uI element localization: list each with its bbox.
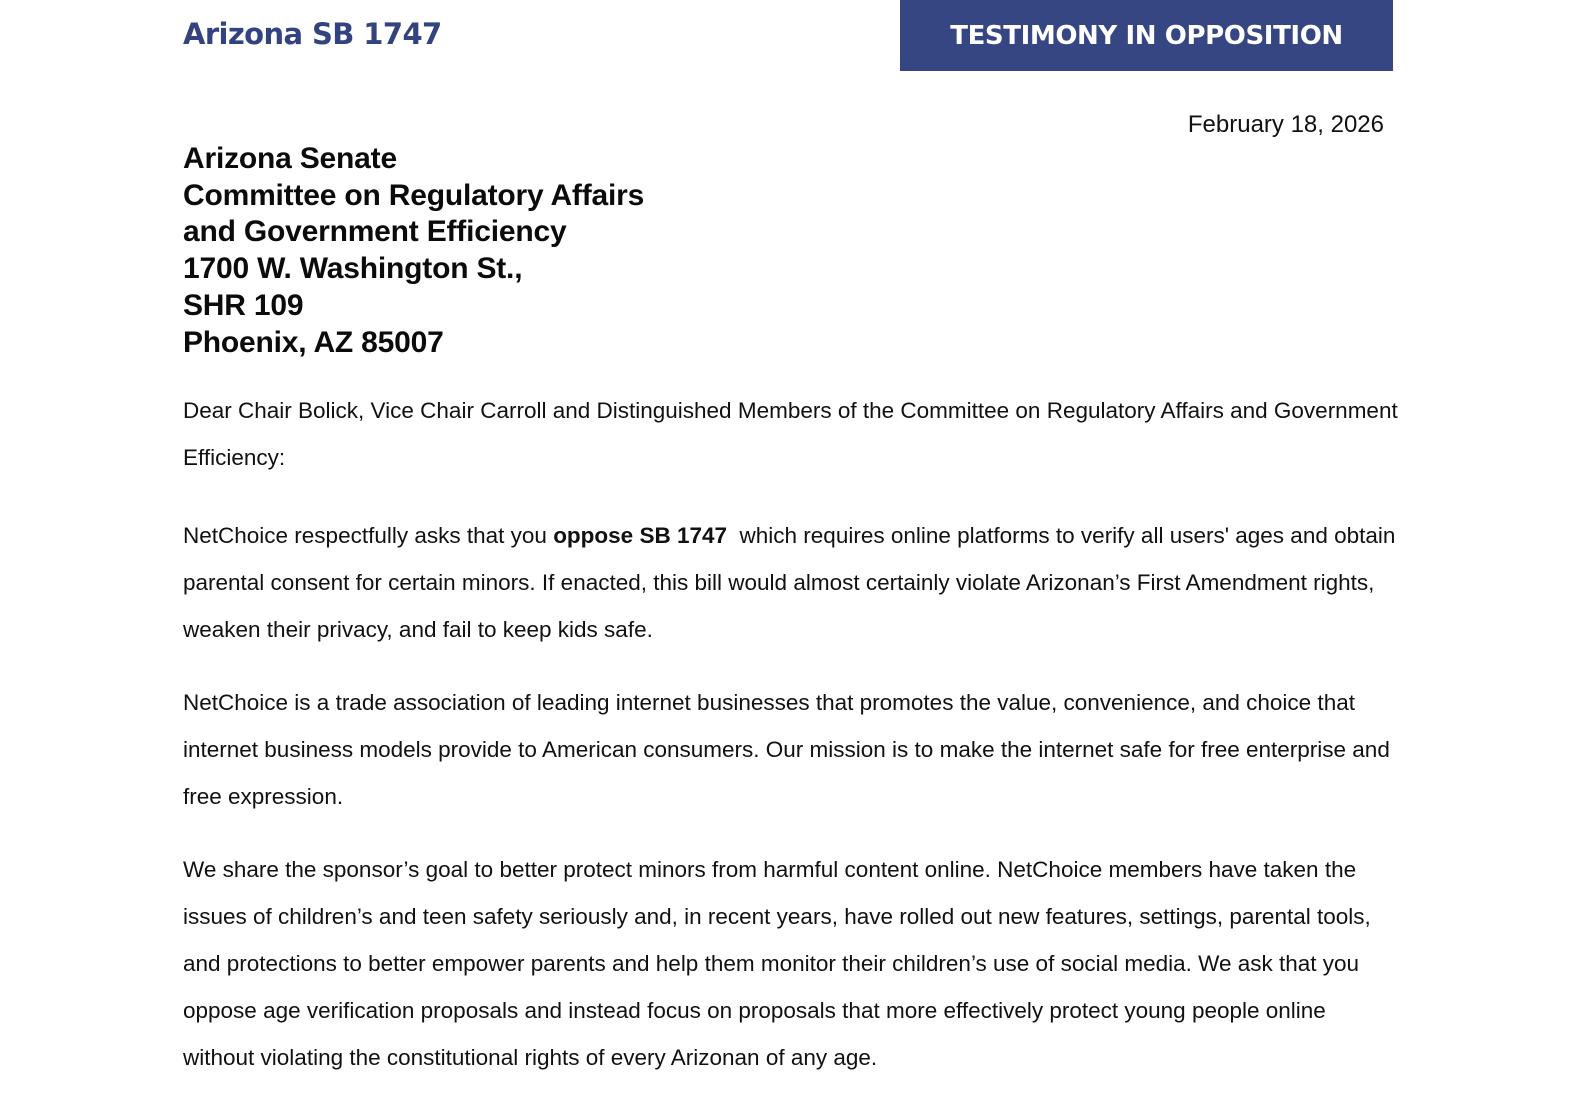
paragraph-opposition-emphasis: oppose SB 1747 [553, 523, 728, 548]
address-line: SHR 109 [183, 288, 304, 322]
address-line: Committee on Regulatory Affairs [183, 178, 645, 212]
banner-label: TESTIMONY IN OPPOSITION [950, 20, 1343, 51]
address-line: and Government Efficiency [183, 215, 567, 249]
address-line: Phoenix, AZ 85007 [183, 325, 444, 359]
letter-date: February 18, 2026 [1187, 111, 1384, 138]
testimony-banner [900, 0, 1393, 71]
paragraph-shared-goal: We share the sponsor’s goal to better protect minors from harmful content online. NetChoice members have taken the issues of children’s and teen safety seriously and, in recent years, have rolled out new features, settings, parental tools, and protections to better empower parents and help them monitor their children’s use of social media. We ask that you oppose age verification proposals and instead focus on proposals that more effectively protect young people online without violating the constitutional rights of every Arizonan of any age. [183, 857, 1371, 1070]
paragraph-opposition-lead: NetChoice respectfully asks that you [183, 523, 554, 548]
recipient-address [183, 141, 644, 361]
paragraph-opposition [183, 512, 1402, 653]
paragraph-about-netchoice: NetChoice is a trade association of leading internet businesses that promotes the value, convenience, and choice that internet business models provide to American consumers. Our mission is to make the internet safe for free enterprise and free expression. [183, 690, 1390, 809]
address-line: Arizona Senate [183, 142, 397, 175]
address-line: 1700 W. Washington St., [183, 252, 523, 286]
paragraph-opposition-rest: which requires online platforms to verify all users' ages and obtain parental consent for certain minors. If enacted, this bill would almost certainly violate Arizonan’s First Amendment rights, weaken their privacy, and fail to keep kids safe. [183, 523, 1402, 642]
bill-title: Arizona SB 1747 [183, 17, 442, 51]
salutation: Dear Chair Bolick, Vice Chair Carroll and Distinguished Members of the Committee on Regulatory Affairs and Government Efficiency: [183, 398, 1398, 470]
